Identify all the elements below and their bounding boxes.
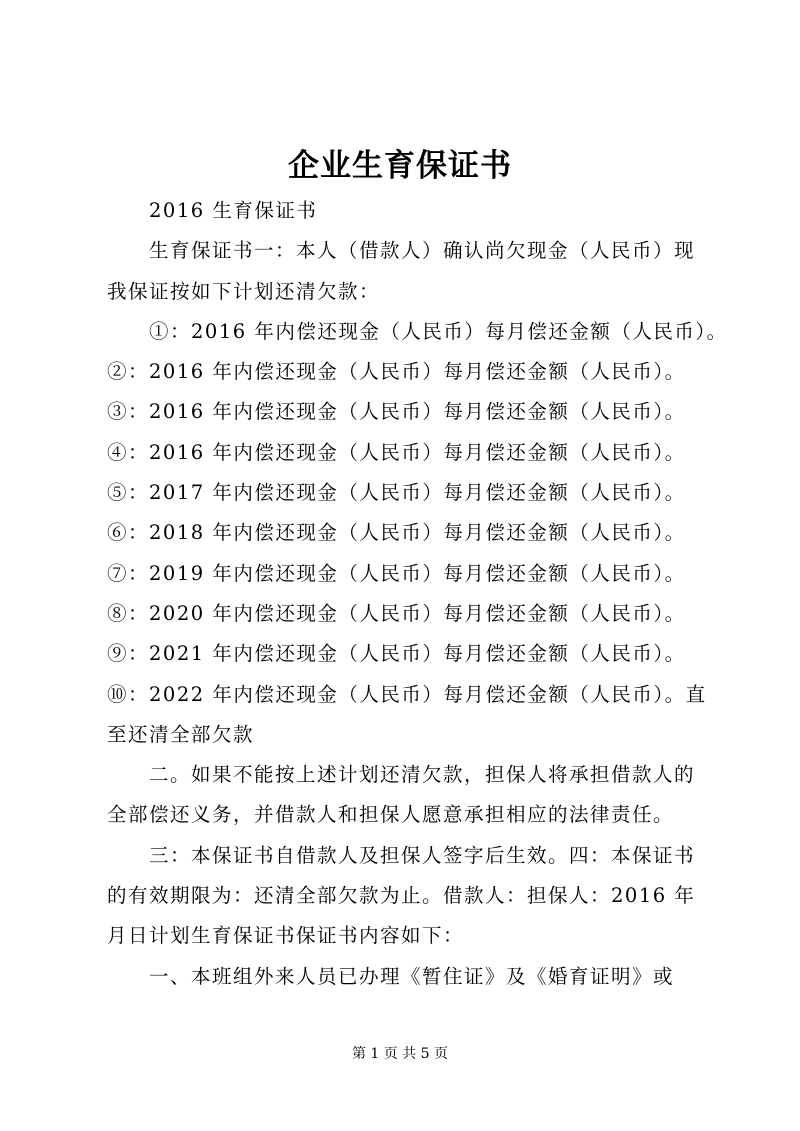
paragraph-line: 月日计划生育保证书保证书内容如下： (107, 924, 465, 948)
paragraph-line: ⑩：2022 年内偿还现金（人民币）每月偿还金额（人民币）。直 (107, 682, 707, 706)
paragraph-line: 一、本班组外来人员已办理《暂住证》及《婚育证明》或 (149, 964, 675, 988)
paragraph-line: ⑧：2020 年内偿还现金（人民币）每月偿还金额（人民币）。 (107, 601, 686, 625)
paragraph-line: 2016 生育保证书 (149, 199, 318, 222)
paragraph-line: ⑥：2018 年内偿还现金（人民币）每月偿还金额（人民币）。 (107, 521, 686, 545)
paragraph-line: ⑤：2017 年内偿还现金（人民币）每月偿还金额（人民币）。 (107, 481, 686, 505)
paragraph-line: 我保证按如下计划还清欠款： (107, 279, 381, 303)
paragraph-line: 三：本保证书自借款人及担保人签字后生效。四：本保证书 (149, 843, 696, 867)
paragraph-line: 二。如果不能按上述计划还清欠款，担保人将承担借款人的 (149, 763, 696, 787)
document-body (107, 191, 728, 997)
document-title: 企业生育保证书 (288, 148, 512, 184)
paragraph-line: 至还清全部欠款 (107, 722, 255, 746)
paragraph-line: ⑦：2019 年内偿还现金（人民币）每月偿还金额（人民币）。 (107, 561, 686, 585)
paragraph-line: 的有效期限为：还清全部欠款为止。借款人：担保人：2016 年 (107, 884, 696, 908)
page-number-footer: 第 1 页 共 5 页 (351, 1046, 449, 1062)
paragraph-line: 生育保证书一：本人（借款人）确认尚欠现金（人民币）现 (149, 239, 696, 263)
paragraph-line: 全部偿还义务，并借款人和担保人愿意承担相应的法律责任。 (107, 803, 675, 827)
paragraph-line: ①：2016 年内偿还现金（人民币）每月偿还金额（人民币）。 (149, 319, 728, 343)
paragraph-line: ⑨：2021 年内偿还现金（人民币）每月偿还金额（人民币）。 (107, 642, 686, 666)
paragraph-line: ③：2016 年内偿还现金（人民币）每月偿还金额（人民币）。 (107, 400, 686, 424)
paragraph-line: ④：2016 年内偿还现金（人民币）每月偿还金额（人民币）。 (107, 440, 686, 464)
paragraph-line: ②：2016 年内偿还现金（人民币）每月偿还金额（人民币）。 (107, 360, 686, 384)
